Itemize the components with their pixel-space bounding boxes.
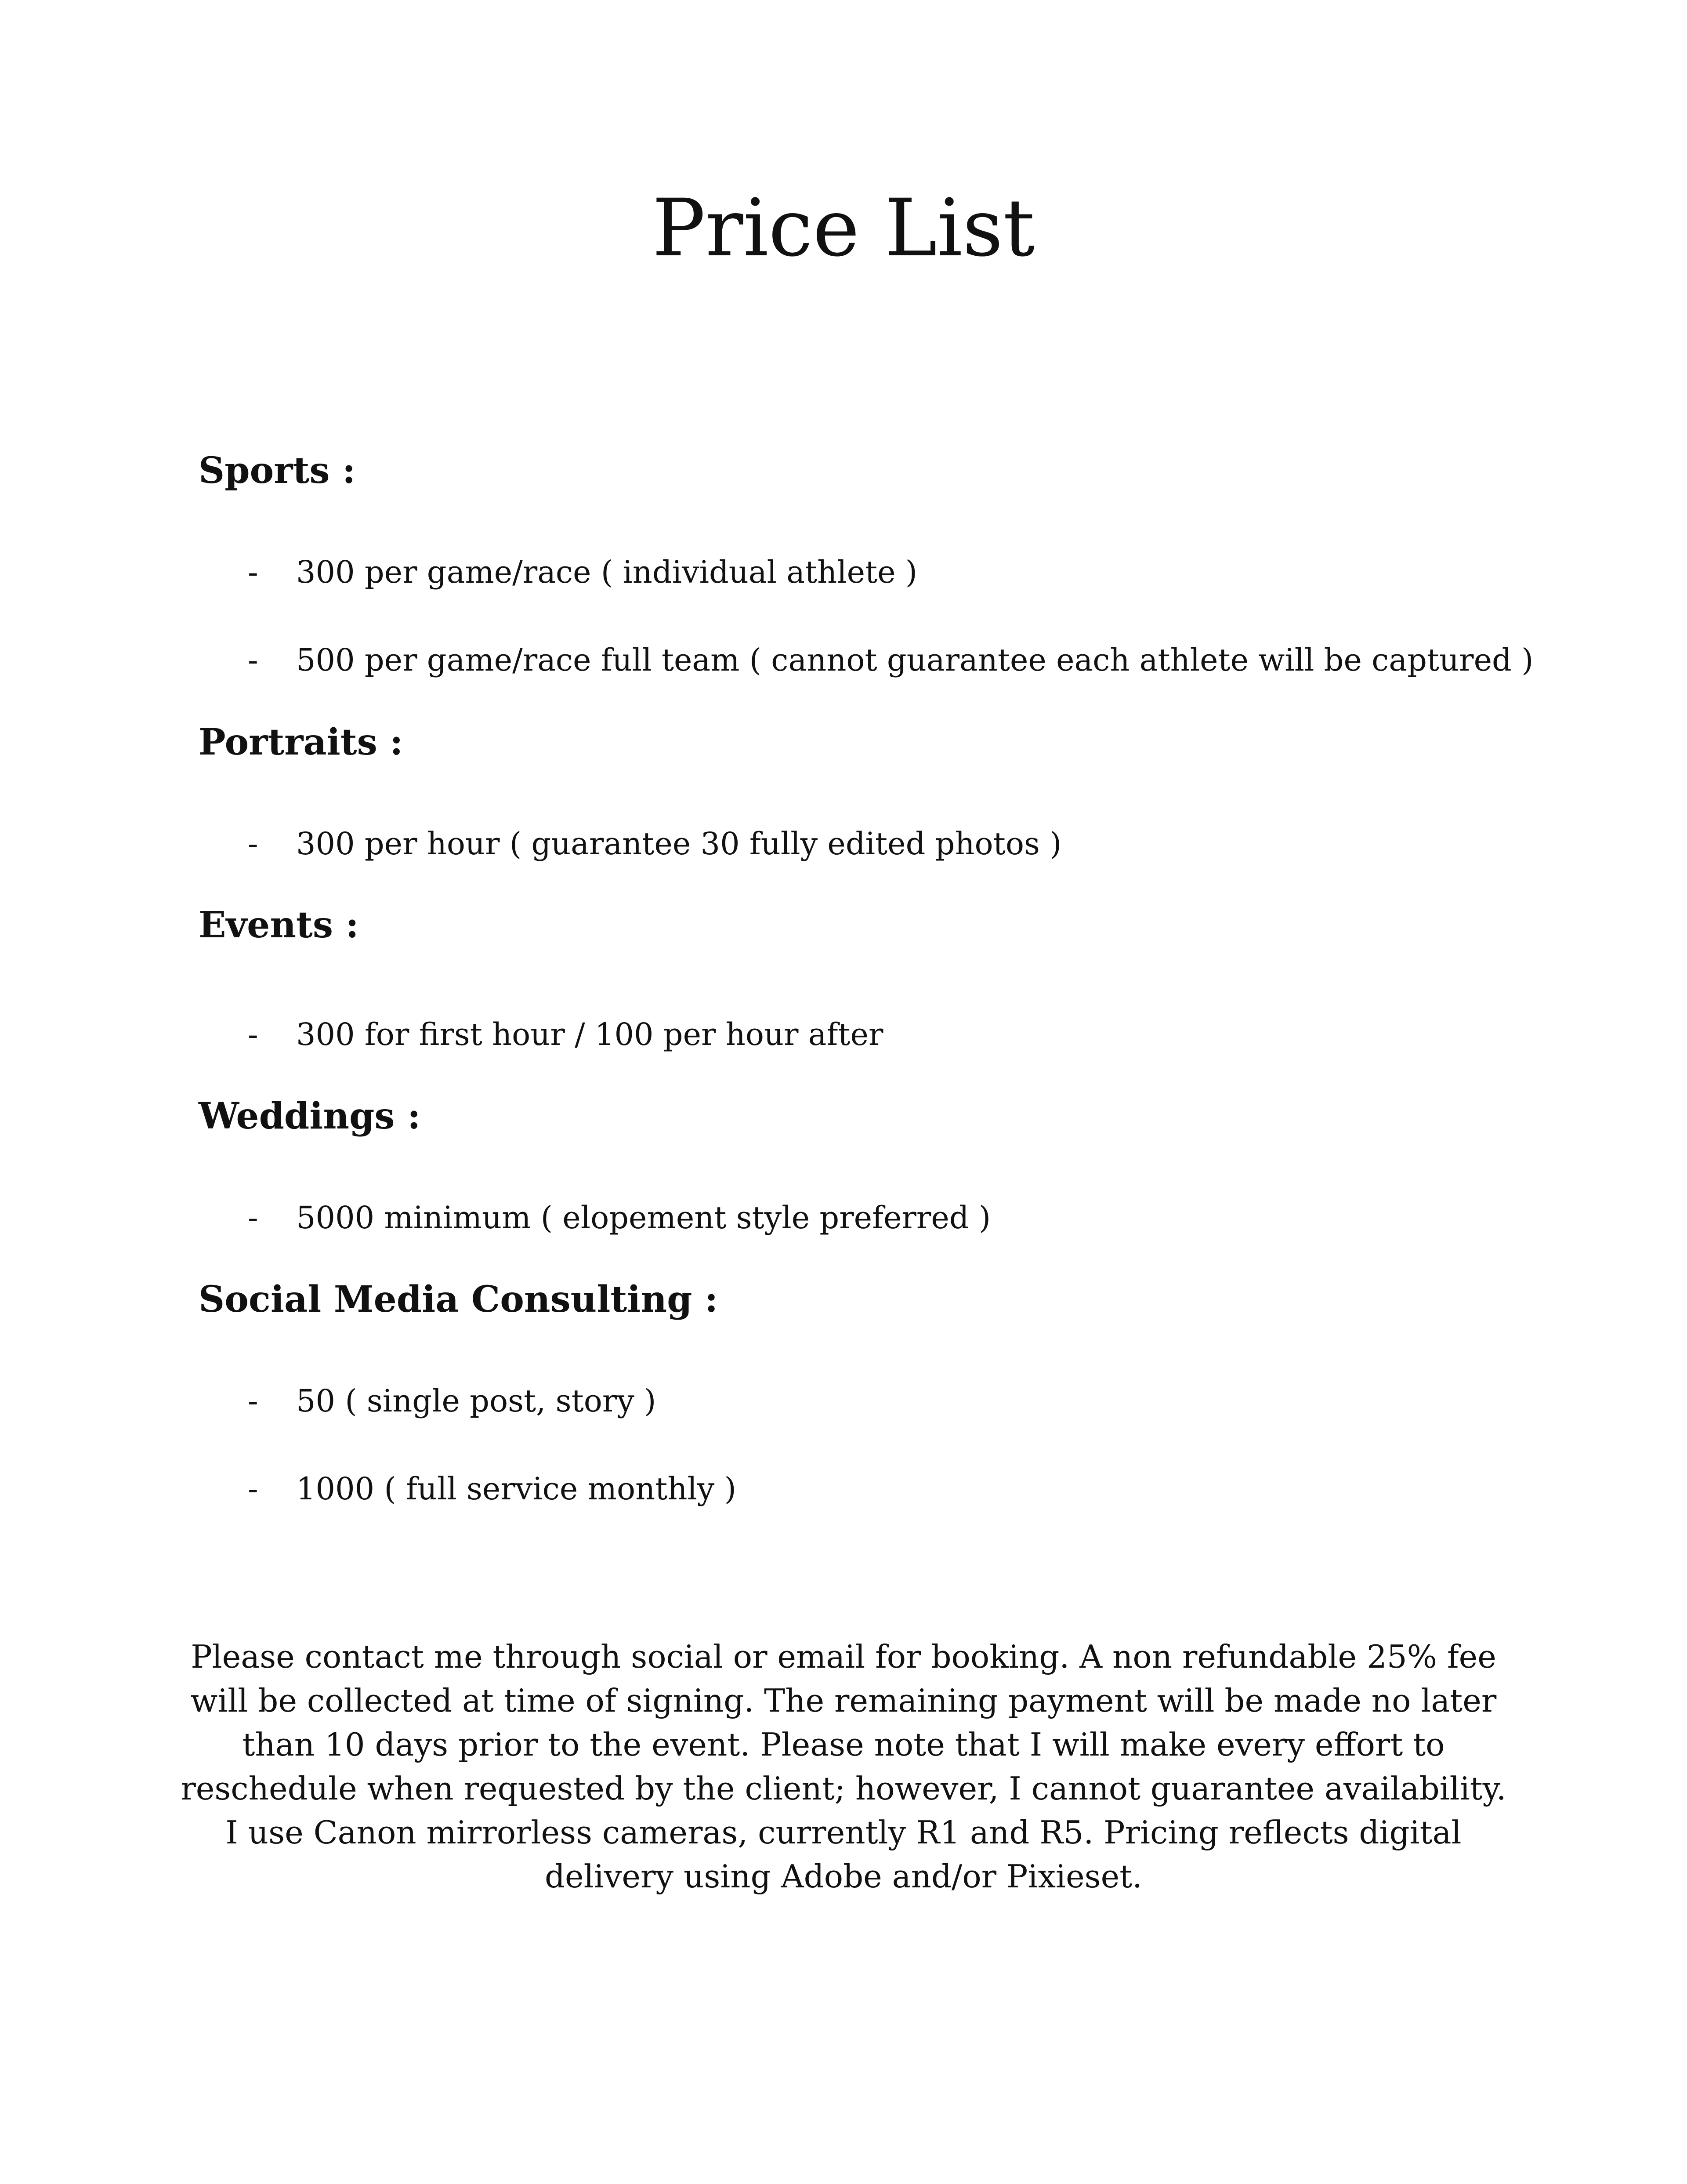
section-events <box>199 904 1517 1052</box>
price-item-text: 500 per game/race full team ( cannot guarantee each athlete will be captured ) <box>296 642 1534 678</box>
section-heading: Weddings : <box>199 1095 421 1137</box>
section-heading: Sports : <box>199 450 356 492</box>
section-social-media-consulting <box>199 1278 1517 1507</box>
dash-bullet: - <box>248 642 258 678</box>
price-item <box>199 1016 883 1059</box>
price-item-text: 300 per hour ( guarantee 30 fully edited photos ) <box>296 826 1062 862</box>
price-item-text: 300 per game/race ( individual athlete ) <box>296 554 918 590</box>
price-item-text: 5000 minimum ( elopement style preferred ) <box>296 1200 991 1236</box>
section-heading: Social Media Consulting : <box>199 1278 718 1321</box>
dash-bullet: - <box>248 1016 258 1052</box>
price-item <box>199 554 918 596</box>
price-item <box>199 828 1061 868</box>
price-item <box>199 1383 656 1425</box>
section-heading: Events : <box>199 904 359 946</box>
dash-bullet: - <box>248 1200 258 1236</box>
dash-bullet: - <box>248 1471 258 1507</box>
section-heading: Portraits : <box>199 721 403 763</box>
section-portraits <box>199 721 1517 862</box>
section-sports <box>199 450 1534 678</box>
dash-bullet: - <box>248 826 258 862</box>
dash-bullet: - <box>248 1383 258 1419</box>
price-item <box>199 1473 736 1513</box>
dash-bullet: - <box>248 554 258 590</box>
page-title: Price List <box>652 182 1035 274</box>
section-weddings <box>199 1095 1517 1236</box>
price-item <box>199 642 1534 684</box>
price-item-text: 1000 ( full service monthly ) <box>296 1471 736 1507</box>
price-item-text: 300 for first hour / 100 per hour after <box>296 1016 883 1052</box>
booking-policy-paragraph: Please contact me through social or email for booking. A non refundable 25% fee will be collected at time of signing. The remaining payment will be made no later than 10 days prior to the event. Please note that I will make every effort to reschedule when requested by the client; however, I cannot guarantee availability. I use Canon mirrorless cameras, currently R1 and R5. Pricing reflects digital delivery using Adobe and/or Pixieset. <box>181 1638 1506 1895</box>
price-item <box>199 1202 991 1242</box>
price-item-text: 50 ( single post, story ) <box>296 1383 656 1419</box>
